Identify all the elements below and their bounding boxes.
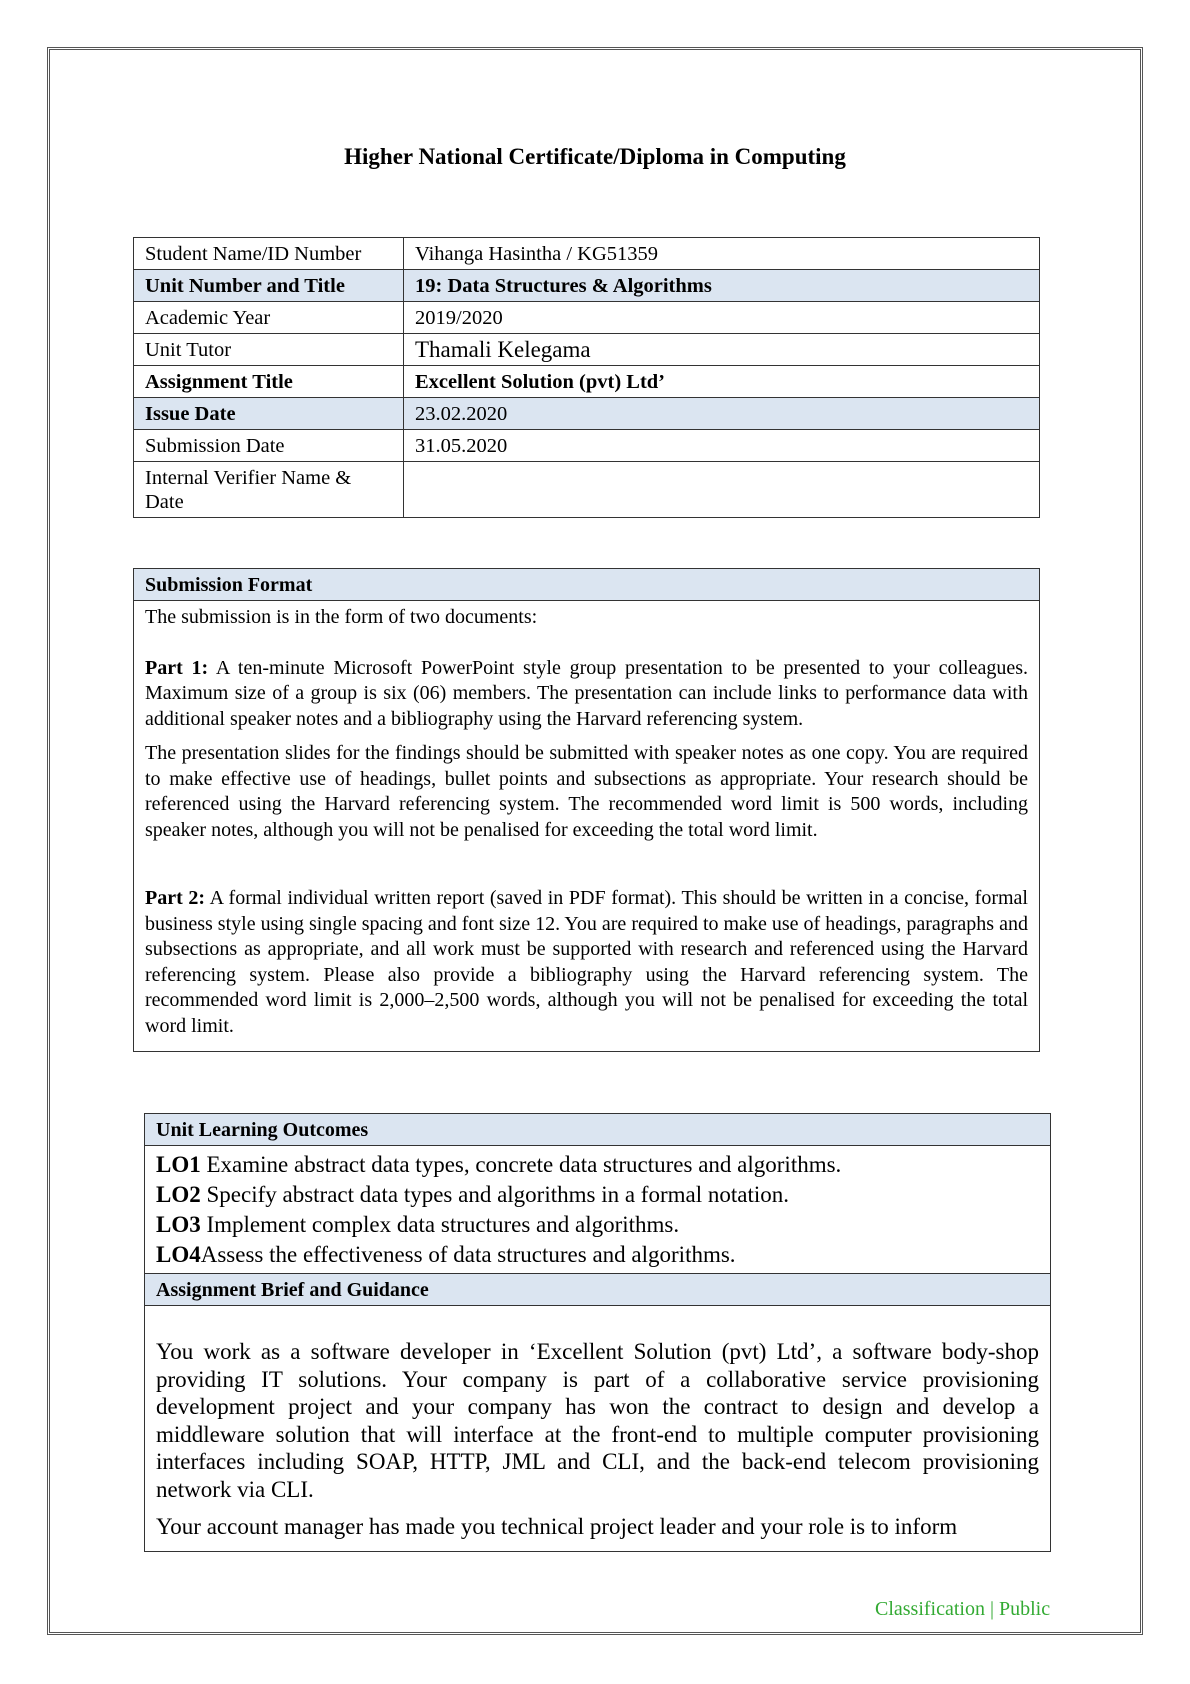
table-row [134,238,1040,270]
classification-label: Classification | Public [875,1598,1051,1620]
row-label: Submission Date [134,430,404,462]
table-row [134,430,1040,462]
list-item [156,1180,1039,1210]
row-value: 19: Data Structures & Algorithms [404,270,1040,302]
row-label: Assignment Title [134,366,404,398]
row-label: Unit Tutor [134,334,404,366]
table-row [134,462,1040,518]
brief-paragraph-2: Your account manager has made you technical project leader and your role is to inform [156,1514,958,1539]
submission-format-body [134,601,1040,1052]
row-label: Student Name/ID Number [134,238,404,270]
table-row [134,302,1040,334]
lo-text: Assess the effectiveness of data structures and algorithms. [200,1242,736,1267]
row-value: 23.02.2020 [404,398,1040,430]
row-label: Internal Verifier Name & Date [134,462,404,518]
lo-code: LO4 [156,1242,201,1267]
learning-outcomes-list [145,1146,1051,1274]
table-row [134,270,1040,302]
learning-outcomes-header: Unit Learning Outcomes [145,1114,1051,1146]
list-item [156,1150,1039,1180]
lo-text: Examine abstract data types, concrete data structures and algorithms. [200,1152,842,1177]
lo-code: LO3 [156,1212,201,1237]
learning-outcomes-box [144,1113,1051,1552]
part2-paragraph [145,886,1028,1039]
assignment-brief-header: Assignment Brief and Guidance [145,1274,1051,1306]
row-value: 31.05.2020 [404,430,1040,462]
part1-paragraph-2: The presentation slides for the findings should be submitted with speaker notes as one copy. You are required to make effective use of headings, bullet points and subsections as appropriate. Your research should be referenced using the Harvard referencing system. The recommended word limit is 500 words, including speaker notes, although you will not be penalised for exceeding the total word limit. [145,742,1028,841]
part2-text: A formal individual written report (saved in PDF format). This should be written in a concise, formal business style using single spacing and font size 12. You are required to make use of headings, paragraphs and subsections as appropriate, and all work must be supported with research and referenced using the Harvard referencing system. Please also provide a bibliography using the Harvard referencing system. The recommended word limit is 2,000–2,500 words, although you will not be penalised for exceeding the total word limit. [145,887,1028,1037]
brief-paragraph-1: You work as a software developer in ‘Excellent Solution (pvt) Ltd’, a software body-shop providing IT solutions. Your company is part of a collaborative service provisioning development project and your company has won the contract to design and develop a middleware solution that will interface at the front-end to multiple computer provisioning interfaces including SOAP, HTTP, JML and CLI, and the back-end telecom provisioning network via CLI. [156,1339,1039,1502]
assignment-info-table [133,237,1040,518]
part1-text: A ten-minute Microsoft PowerPoint style group presentation to be presented to your colleagues. Maximum size of a group is six (06) members. The presentation can include links to performance data with additional speaker notes and a bibliography using the Harvard referencing system. [145,656,1028,730]
part2-label: Part 2: [145,887,206,909]
row-label: Issue Date [134,398,404,430]
lo-text: Specify abstract data types and algorithms in a formal notation. [200,1182,789,1207]
assignment-brief-body [145,1306,1051,1552]
list-item [156,1240,1039,1270]
row-label: Unit Number and Title [134,270,404,302]
table-row [134,366,1040,398]
part1-paragraph [145,656,1028,733]
submission-intro: The submission is in the form of two documents: [145,606,538,628]
submission-format-header: Submission Format [134,569,1040,601]
row-value: Excellent Solution (pvt) Ltd’ [404,366,1040,398]
submission-format-box [133,568,1040,1052]
lo-code: LO2 [156,1182,201,1207]
document-title: Higher National Certificate/Diploma in Computing [344,144,846,169]
row-label: Academic Year [134,302,404,334]
table-row [134,398,1040,430]
lo-text: Implement complex data structures and algorithms. [200,1212,680,1237]
row-value: Thamali Kelegama [404,334,1040,366]
row-value: 2019/2020 [404,302,1040,334]
part1-label: Part 1: [145,656,209,679]
table-row [134,334,1040,366]
row-value: Vihanga Hasintha / KG51359 [404,238,1040,270]
list-item [156,1210,1039,1240]
lo-code: LO1 [156,1152,201,1177]
row-value [404,462,1040,518]
